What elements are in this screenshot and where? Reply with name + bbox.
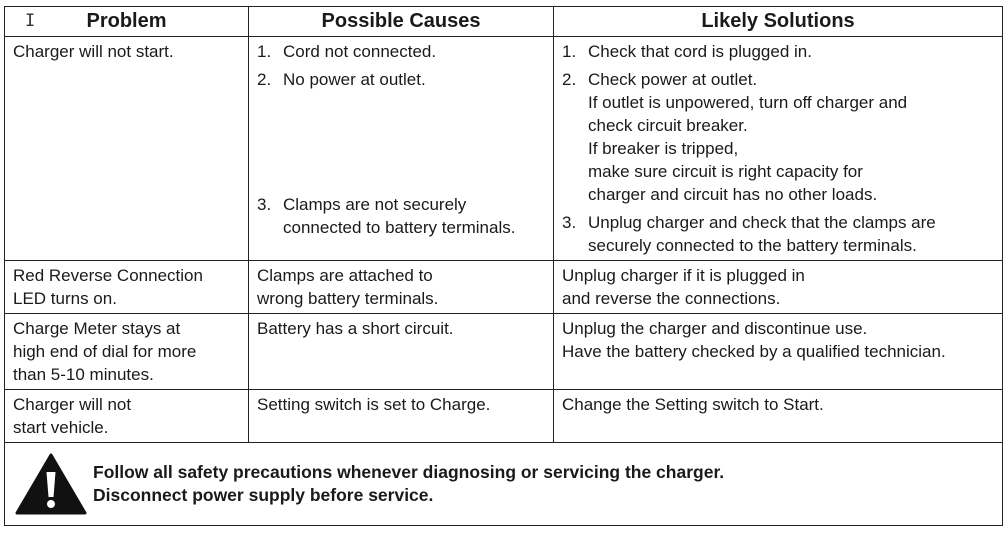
item-number: 1. — [562, 42, 577, 61]
item-text: Check that cord is plugged in. — [588, 42, 812, 61]
list-item — [257, 193, 545, 239]
solutions-cell — [554, 37, 1003, 261]
table-row — [5, 314, 1003, 390]
table-row — [5, 390, 1003, 443]
cause-text: Setting switch is set to Charge. — [257, 395, 491, 414]
item-text: Check power at outlet. If outlet is unpowered, turn off charger and check circuit breaker. If breaker is tripped, make sure circuit is right capacity for charger and circuit has no other loads. — [588, 70, 908, 204]
solution-text: Unplug charger if it is plugged in and reverse the connections. — [562, 266, 805, 308]
item-number: 1. — [257, 42, 272, 61]
problem-cell — [5, 314, 249, 390]
warning-banner — [5, 443, 1002, 525]
item-number: 2. — [562, 70, 577, 89]
item-number: 2. — [257, 70, 272, 89]
problem-cell — [5, 37, 249, 261]
list-item — [562, 40, 994, 63]
solutions-cell — [554, 390, 1003, 443]
item-text: Clamps are not securely connected to battery terminals. — [283, 195, 516, 237]
problem-text: Red Reverse Connection LED turns on. — [13, 266, 203, 308]
item-number: 3. — [562, 213, 577, 232]
solutions-cell — [554, 261, 1003, 314]
causes-cell — [249, 390, 554, 443]
problem-text: Charger will not start. — [13, 42, 174, 61]
list-item — [562, 211, 994, 257]
table-row — [5, 261, 1003, 314]
warning-text: Follow all safety precautions whenever diagnosing or servicing the charger. Disconnect power supply before service. — [93, 462, 725, 505]
problem-text: Charger will not start vehicle. — [13, 395, 132, 437]
item-text: Unplug charger and check that the clamps are securely connected to the battery terminals. — [588, 213, 936, 255]
list-item — [257, 40, 545, 63]
spacer — [257, 96, 545, 193]
solution-text: Change the Setting switch to Start. — [562, 395, 824, 414]
header-possible-causes: Possible Causes — [249, 7, 554, 37]
warning-triangle-icon — [15, 452, 87, 516]
list-item — [562, 68, 994, 206]
header-problem: Problem — [5, 7, 249, 37]
causes-cell — [249, 37, 554, 261]
problem-text: Charge Meter stays at high end of dial for more than 5-10 minutes. — [13, 319, 197, 384]
item-text: Cord not connected. — [283, 42, 437, 61]
item-text: No power at outlet. — [283, 70, 426, 89]
warning-row — [5, 443, 1003, 526]
causes-cell — [249, 314, 554, 390]
text-cursor-icon: I — [25, 11, 36, 31]
solutions-cell — [554, 314, 1003, 390]
troubleshooting-table — [4, 6, 1003, 526]
table-row — [5, 37, 1003, 261]
list-item — [257, 68, 545, 91]
warning-cell — [5, 443, 1003, 526]
solution-text: Unplug the charger and discontinue use. Have the battery checked by a qualified technician. — [562, 319, 946, 361]
causes-cell — [249, 261, 554, 314]
problem-cell — [5, 390, 249, 443]
header-likely-solutions: Likely Solutions — [554, 7, 1003, 37]
table-header-row — [5, 7, 1003, 37]
item-number: 3. — [257, 195, 272, 214]
problem-cell — [5, 261, 249, 314]
cause-text: Clamps are attached to wrong battery terminals. — [257, 266, 439, 308]
cause-text: Battery has a short circuit. — [257, 319, 454, 338]
